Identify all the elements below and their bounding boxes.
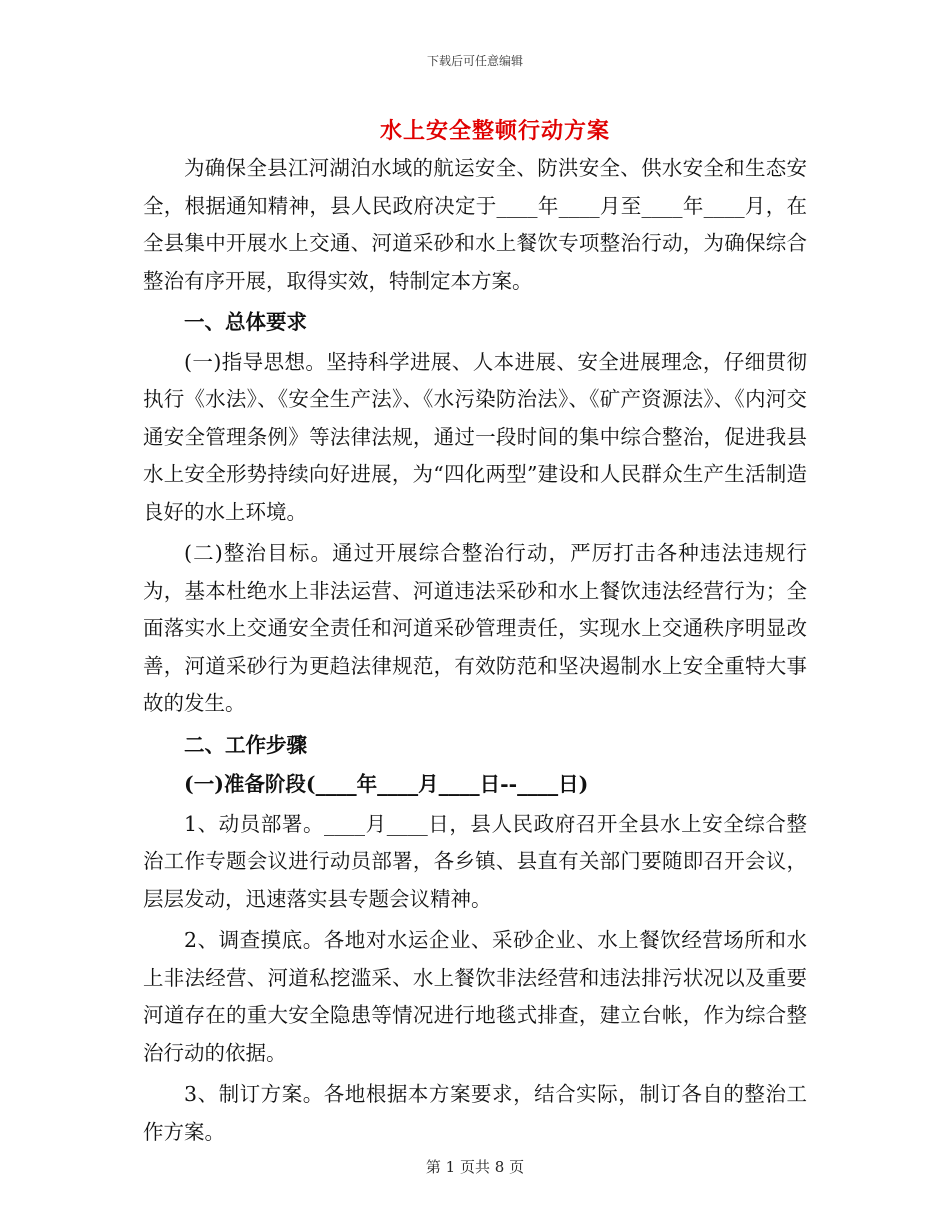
survey-paragraph: 2、调查摸底。各地对水运企业、采砂企业、水上餐饮经营场所和水上非法经营、河道私挖滥采、水上餐饮非法经营和违法排污状况以及重要河道存在的重大安全隐患等情况进行地毯式排查，建立台帐，作为综合整治行动的依据。: [143, 928, 807, 1065]
section2-heading: 二、工作步骤: [184, 732, 307, 757]
document-title: 水上安全整顿行动方案: [379, 118, 610, 144]
intro-paragraph: 为确保全县江河湖泊水域的航运安全、防洪安全、供水安全和生态安全，根据通知精神，县人民政府决定于____年____月至____年____月，在全县集中开展水上交通、河道采砂和水上餐饮专项整治行动，为确保综合整治有序开展，取得实效，特制定本方案。: [143, 156, 807, 293]
section1-heading: 一、总体要求: [184, 310, 307, 334]
mobilization-paragraph: 1、动员部署。____月____日，县人民政府召开全县水上安全综合整治工作专题会议进行动员部署，各乡镇、县直有关部门要随即召开会议，层层发动，迅速落实县专题会议精神。: [143, 811, 807, 911]
guiding-ideology-paragraph: (一)指导思想。坚持科学进展、人本进展、安全进展理念，仔细贯彻执行《水法》、《安全生产法》、《水污染防治法》、《矿产资源法》、《内河交通安全管理条例》等法律法规，通过一段时间的集中综合整治，促进我县水上安全形势持续向好进展，为“四化两型”建设和人民群众生产生活制造良好的水上环境。: [143, 349, 807, 524]
plan-paragraph: 3、制订方案。各地根据本方案要求，结合实际，制订各自的整治工作方案。: [143, 1082, 807, 1144]
preparation-stage-heading: (一)准备阶段(____年____月____日--____日): [184, 772, 589, 796]
page-footer: 第 1 页共 8 页: [425, 1158, 525, 1176]
document-body: [143, 150, 807, 1151]
rectification-goal-paragraph: (二)整治目标。通过开展综合整治行动，严厉打击各种违法违规行为，基本杜绝水上非法运营、河道违法采砂和水上餐饮违法经营行为；全面落实水上交通安全责任和河道采砂管理责任，实现水上交通秩序明显改善，河道采砂行为更趋法律规范，有效防范和坚决遏制水上安全重特大事故的发生。: [143, 541, 807, 715]
page-header: 下载后可任意编辑: [426, 54, 523, 68]
